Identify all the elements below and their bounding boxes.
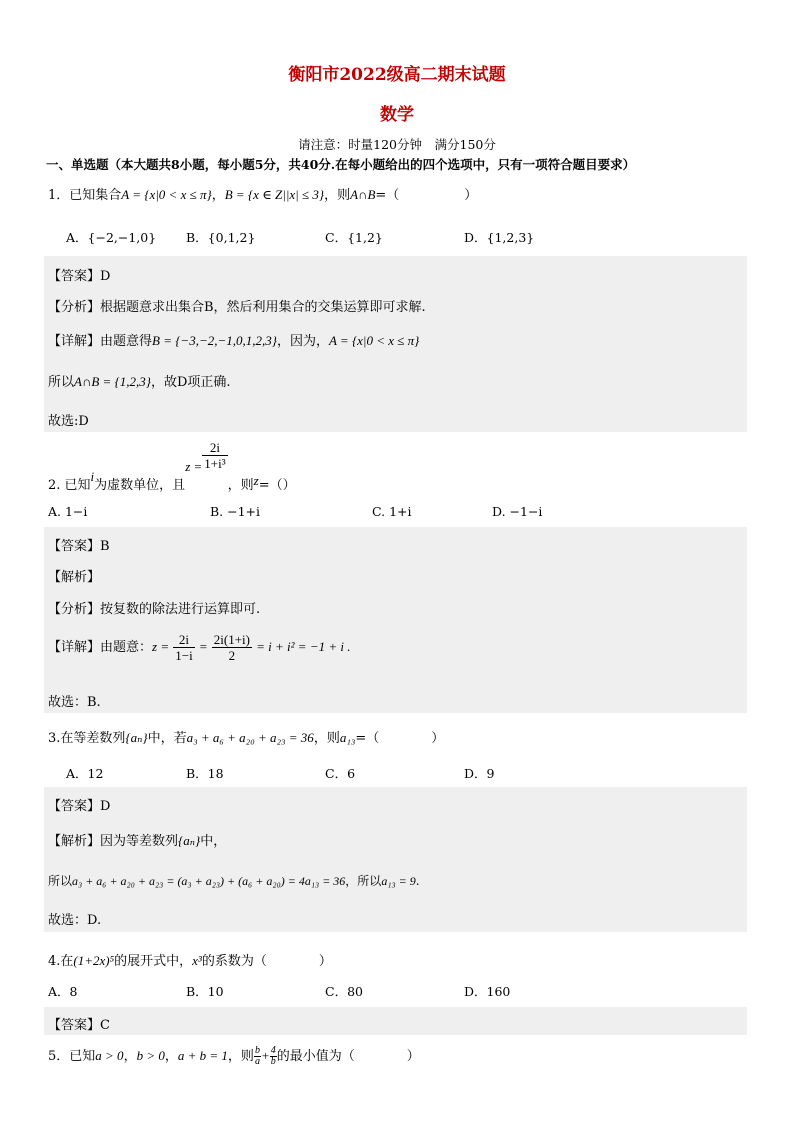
exam-notice: 请注意：时量120分钟 满分150分 [298,137,496,152]
question-3-jiexi: 【解析】因为等差数列{aₙ}中， [48,833,227,849]
section-heading: 一、单选题（本大题共8小题，每小题5分，共40分.在每小题给出的四个选项中，只有一项符合题目要求） [46,157,636,172]
question-1-option-b: B．{0,1,2} [186,230,256,245]
question-4-stem: 4.在(1+2x)⁵的展开式中，x³的系数为（ ） [48,953,332,969]
question-2-option-d: D. −1−i [492,504,543,519]
question-2-solution-panel [44,527,747,713]
question-2-option-a: A. 1−i [48,504,88,519]
question-3-option-b: B．18 [186,766,224,781]
question-2-option-b: B. −1+i [210,504,261,519]
question-1-choice: 故选:D [48,414,89,429]
question-4-option-c: C．80 [325,984,363,999]
question-3-stem: 3.在等差数列{aₙ}中，若a₃ + a₆ + a₂₀ + a₂₃ = 36，则a₁₃=（ ） [48,730,445,746]
subject-title: 数学 [380,105,414,125]
question-3-option-c: C．6 [325,766,356,781]
question-1-option-d: D．{1,2,3} [464,230,535,245]
question-1-option-c: C．{1,2} [325,230,383,245]
question-1-stem: 1．已知集合A = {x|0 < x ≤ π}，B = {x ∈ Z||x| ≤ 3}，则A∩B=（ ） [48,187,478,203]
question-3-solution-panel [44,787,747,932]
question-2-answer: 【答案】B [48,539,110,554]
question-4-option-a: A．8 [48,984,78,999]
question-3-option-a: A．12 [66,766,104,781]
question-2-jiexi: 【解析】 [48,570,101,585]
question-3-choice: 故选：D. [48,913,102,928]
question-1-detail: 【详解】由题意得B = {−3,−2,−1,0,1,2,3}，因为，A = {x|0 < x ≤ π} [48,333,420,349]
question-2-analysis: 【分析】按复数的除法进行运算即可. [48,602,261,617]
question-1-option-a: A．{−2,−1,0} [66,230,157,245]
question-4-option-b: B．10 [186,984,224,999]
page-title: 衡阳市2022级高二期末试题 [288,65,506,85]
question-1-analysis: 【分析】根据题意求出集合B，然后利用集合的交集运算即可求解. [48,300,426,315]
question-2-option-c: C. 1+i [372,504,412,519]
question-3-option-d: D．9 [464,766,495,781]
question-2-stem: 2. 已知i为虚数单位，且z = $\frac{2i}{\text{1+i³}}$ ，则z=（） [48,440,296,493]
question-3-answer: 【答案】D [48,799,111,814]
question-4-option-d: D．160 [464,984,511,999]
question-2-detail: 【详解】由题意：z = $\frac{2i}{1-i}$ = $\frac{2i(1+i)}{2}$ = i + i² = −1 + i . [48,632,351,663]
question-5-stem: 5．已知a > 0，b > 0，a + b = 1，则 $\frac{b}{a}$ + $\frac{4}{b}$ 的最小值为（ ） [48,1045,420,1067]
question-1-answer: 【答案】D [48,269,111,284]
question-2-choice: 故选：B. [48,695,101,710]
question-4-solution-panel [44,1007,747,1035]
question-1-conclusion: 所以A∩B = {1,2,3}，故D项正确. [48,374,231,390]
question-4-answer: 【答案】C [48,1018,110,1033]
question-3-derivation: 所以a₃ + a₆ + a₂₀ + a₂₃ = (a₃ + a₂₃) + (a₆ + a₂₀) = 4a₁₃ = 36，所以a₁₃ = 9. [48,874,420,888]
